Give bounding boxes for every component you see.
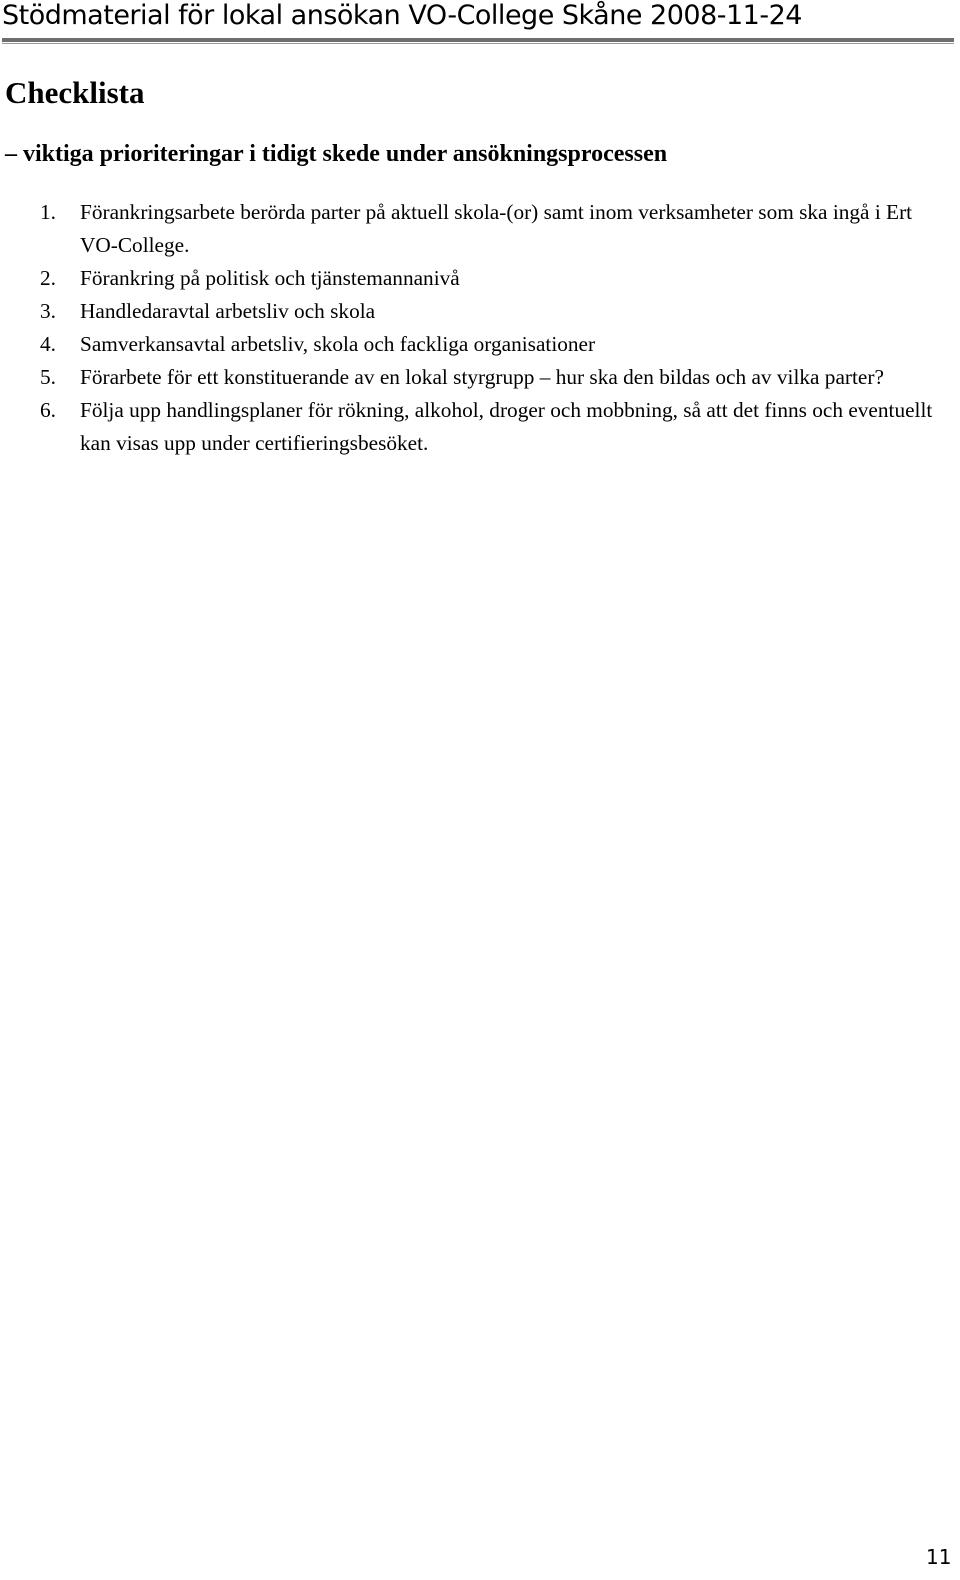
page-subtitle: – viktiga prioriteringar i tidigt skede under ansökningsprocessen xyxy=(5,141,668,167)
item-number: 1. xyxy=(40,200,56,224)
header-rule xyxy=(2,38,954,42)
checklist-item-4 xyxy=(0,328,950,361)
item-text: Förankring på politisk och tjänstemannanivå xyxy=(80,266,460,290)
item-text: Förankringsarbete berörda parter på aktuell skola-(or) samt inom verksamheter som ska ingå i Ert VO-College. xyxy=(80,200,913,257)
page-title: Checklista xyxy=(5,75,145,110)
page-number: 11 xyxy=(926,1545,952,1569)
checklist-item-3 xyxy=(0,295,950,328)
item-text: Förarbete för ett konstituerande av en lokal styrgrupp – hur ska den bildas och av vilka parter? xyxy=(80,365,884,389)
header-title: Stödmaterial för lokal ansökan VO-College Skåne 2008-11-24 xyxy=(2,0,802,31)
item-number: 4. xyxy=(40,332,56,356)
item-number: 2. xyxy=(40,266,56,290)
item-text: Följa upp handlingsplaner för rökning, alkohol, droger och mobbning, så att det finns och eventuellt kan visas upp under certifieringsbesöket. xyxy=(80,398,933,455)
item-number: 3. xyxy=(40,299,56,323)
header-rule-thin xyxy=(2,43,954,44)
checklist-item-6 xyxy=(0,394,950,460)
item-text: Handledaravtal arbetsliv och skola xyxy=(80,299,376,323)
checklist-item-2 xyxy=(0,262,950,295)
item-number: 5. xyxy=(40,365,56,389)
checklist-item-5 xyxy=(0,361,950,394)
checklist xyxy=(0,196,960,460)
item-text: Samverkansavtal arbetsliv, skola och fackliga organisationer xyxy=(80,332,596,356)
item-number: 6. xyxy=(40,398,56,422)
page-header xyxy=(0,0,960,46)
checklist-item-1 xyxy=(0,196,950,262)
